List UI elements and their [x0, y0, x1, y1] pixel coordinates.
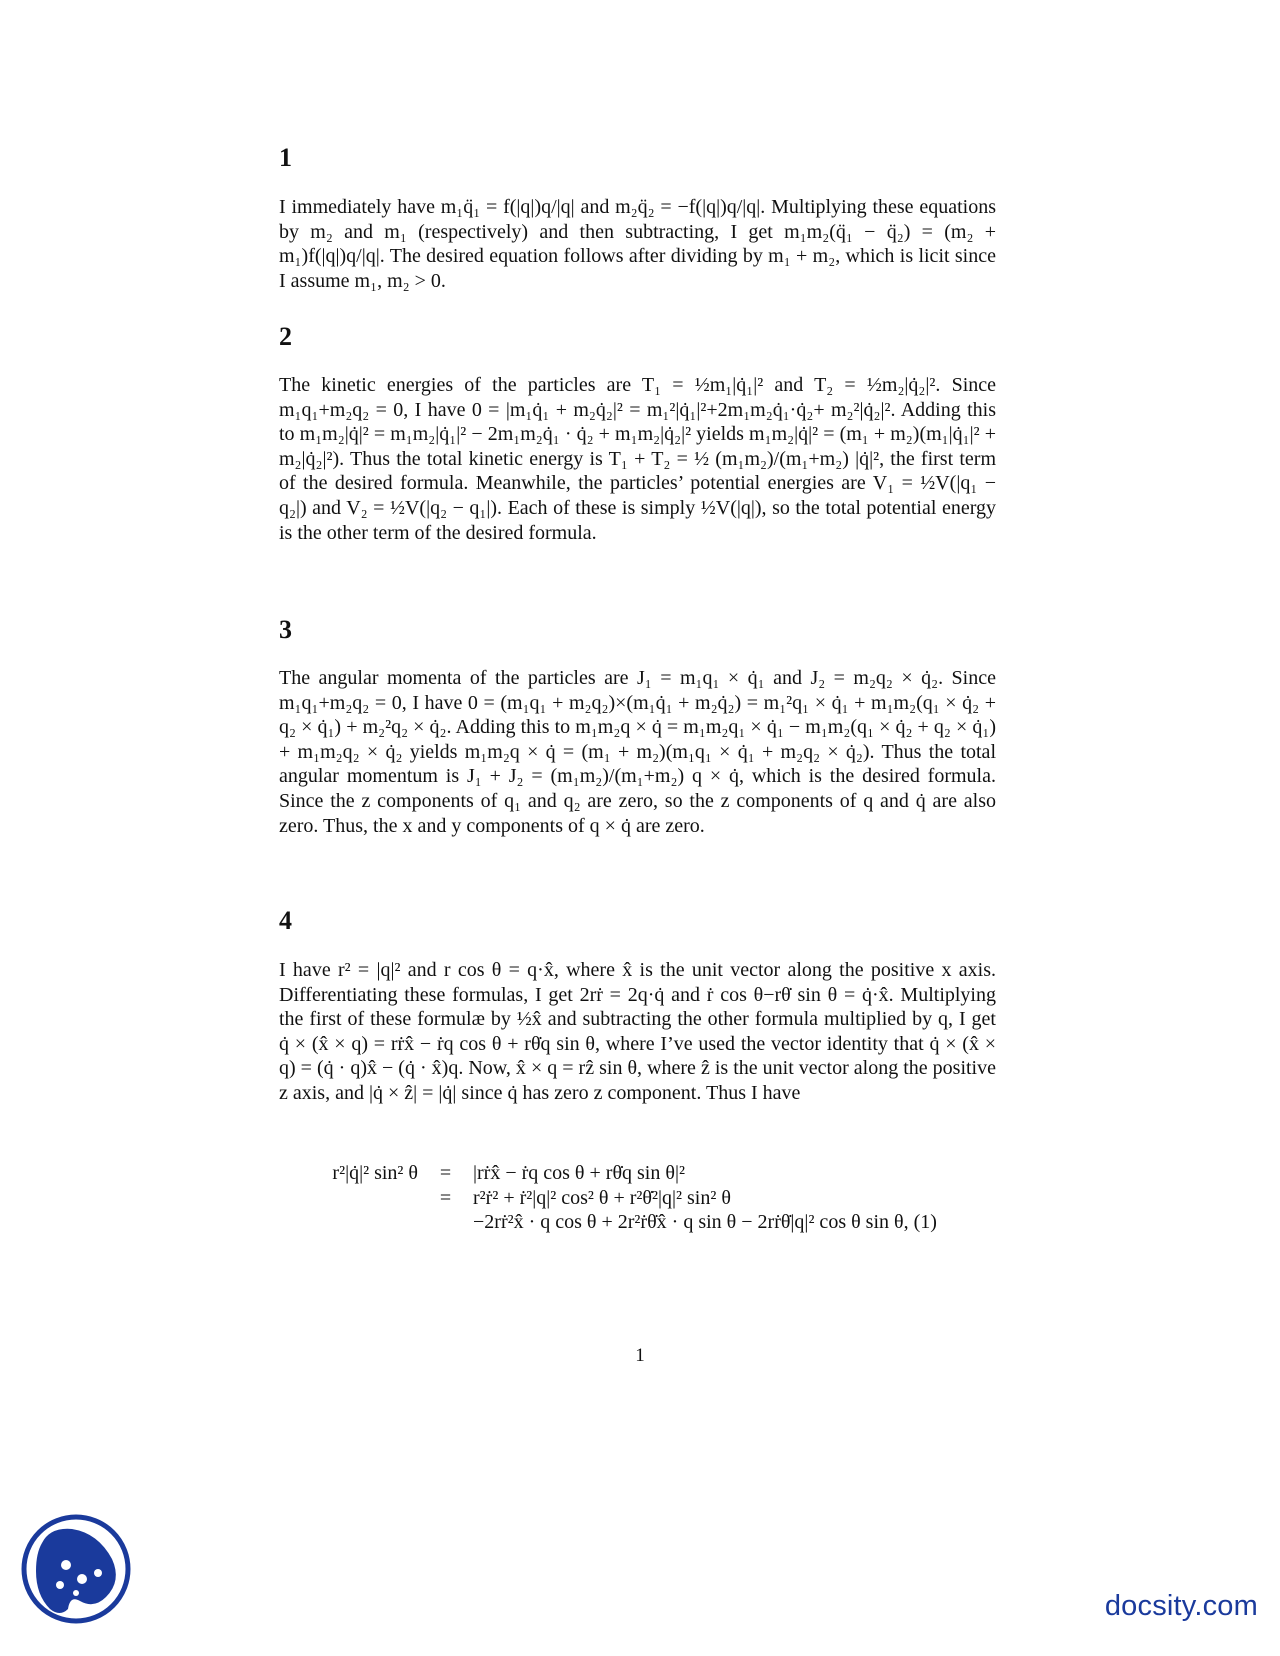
section-3-heading: 3 — [279, 615, 292, 644]
brand-link[interactable]: docsity.com — [1104, 1590, 1258, 1622]
equation-row-2 — [300, 1186, 996, 1211]
section-1-text: I immediately have m₁q̈₁ = f(|q|)q/|q| and m₂q̈₂ = −f(|q|)q/|q|. Multiplying these equations by m₂ and m₁ (respectively) and then subtracting, I get m₁m₂(q̈₁ − q̈₂) = (m₂ + m₁)f(|q|)q/|q|. The desired equation follows after dividing by m₁ + m₂, which is licit since I assume m₁, m₂ > 0. — [279, 196, 996, 292]
section-2-heading: 2 — [279, 322, 292, 351]
equals-sign: = — [439, 1162, 452, 1184]
page-number: 1 — [635, 1345, 645, 1366]
section-1-heading: 1 — [279, 143, 292, 172]
equation-line-2: r²ṙ² + ṙ²|q|² cos² θ + r²θ̇²|q|² sin² θ — [473, 1186, 731, 1209]
equation-row-3 — [300, 1210, 996, 1235]
equation-lhs: r²|q̇|² sin² θ — [332, 1162, 418, 1184]
equation-row-1 — [300, 1161, 996, 1186]
docsity-logo-icon[interactable] — [20, 1513, 132, 1625]
logo-graphic — [20, 1513, 132, 1625]
equation-line-3: −2rṙ²x̂ · q cos θ + 2r²ṙθ̇x̂ · q sin θ − 2rṙθ̇|q|² cos θ sin θ, (1) — [473, 1211, 937, 1234]
section-2-text: The kinetic energies of the particles are T₁ = ½m₁|q̇₁|² and T₂ = ½m₂|q̇₂|². Since m₁q₁+m₂q₂ = 0, I have 0 = |m₁q̇₁ + m₂q̇₂|² = m₁²|q̇₁|²+2m₁m₂q̇₁·q̇₂+ m₂²|q̇₂|². Adding this to m₁m₂|q̇|² = m₁m₂|q̇₁|² − 2m₁m₂q̇₁ · q̇₂ + m₁m₂|q̇₂|² yields m₁m₂|q̇|² = (m₁ + m₂)(m₁|q̇₁|² + m₂|q̇₂|²). Thus the total kinetic energy is T₁ + T₂ = ½ (m₁m₂)/(m₁+m₂) |q̇|², the first term of the desired formula. Meanwhile, the particles’ potential energies are V₁ = ½V(|q₁ − q₂|) and V₂ = ½V(|q₂ − q₁|). Each of these is simply ½V(|q|), so the total potential energy is the other term of the desired formula. — [279, 374, 996, 544]
equals-sign: = — [439, 1186, 452, 1209]
section-3-text: The angular momenta of the particles are J₁ = m₁q₁ × q̇₁ and J₂ = m₂q₂ × q̇₂. Since m₁q₁+m₂q₂ = 0, I have 0 = (m₁q₁ + m₂q₂)×(m₁q̇₁ + m₂q̇₂) = m₁²q₁ × q̇₁ + m₁m₂(q₁ × q̇₂ + q₂ × q̇₁) + m₂²q₂ × q̇₂. Adding this to m₁m₂q × q̇ = m₁m₂q₁ × q̇₁ − m₁m₂(q₁ × q̇₂ + q₂ × q̇₁) + m₁m₂q₂ × q̇₂ yields m₁m₂q × q̇ = (m₁ + m₂)(m₁q₁ × q̇₁ + m₂q₂ × q̇₂). Thus the total angular momentum is J₁ + J₂ = (m₁m₂)/(m₁+m₂) q × q̇, which is the desired formula. Since the z components of q₁ and q₂ are zero, so the z components of q and q̇ are also zero. Thus, the x and y components of q × q̇ are zero. — [279, 667, 996, 837]
equation-block — [300, 1161, 996, 1235]
section-4-heading: 4 — [279, 906, 292, 935]
equation-line-1: |rṙx̂ − ṙq cos θ + rθ̇q sin θ|² — [473, 1162, 685, 1184]
section-4-text: I have r² = |q|² and r cos θ = q·x̂, where x̂ is the unit vector along the positive x axis. Differentiating these formulas, I get 2rṙ = 2q·q̇ and ṙ cos θ−rθ̇ sin θ = q̇·x̂. Multiplying the first of these formulæ by ½x̂ and subtracting the other formula multiplied by q, I get q̇ × (x̂ × q) = rṙx̂ − ṙq cos θ + rθ̇q sin θ, where I’ve used the vector identity that q̇ × (x̂ × q) = (q̇ · q)x̂ − (q̇ · x̂)q. Now, x̂ × q = rẑ sin θ, where ẑ is the unit vector along the positive z axis, and |q̇ × ẑ| = |q̇| since q̇ has zero z component. Thus I have — [279, 959, 996, 1104]
